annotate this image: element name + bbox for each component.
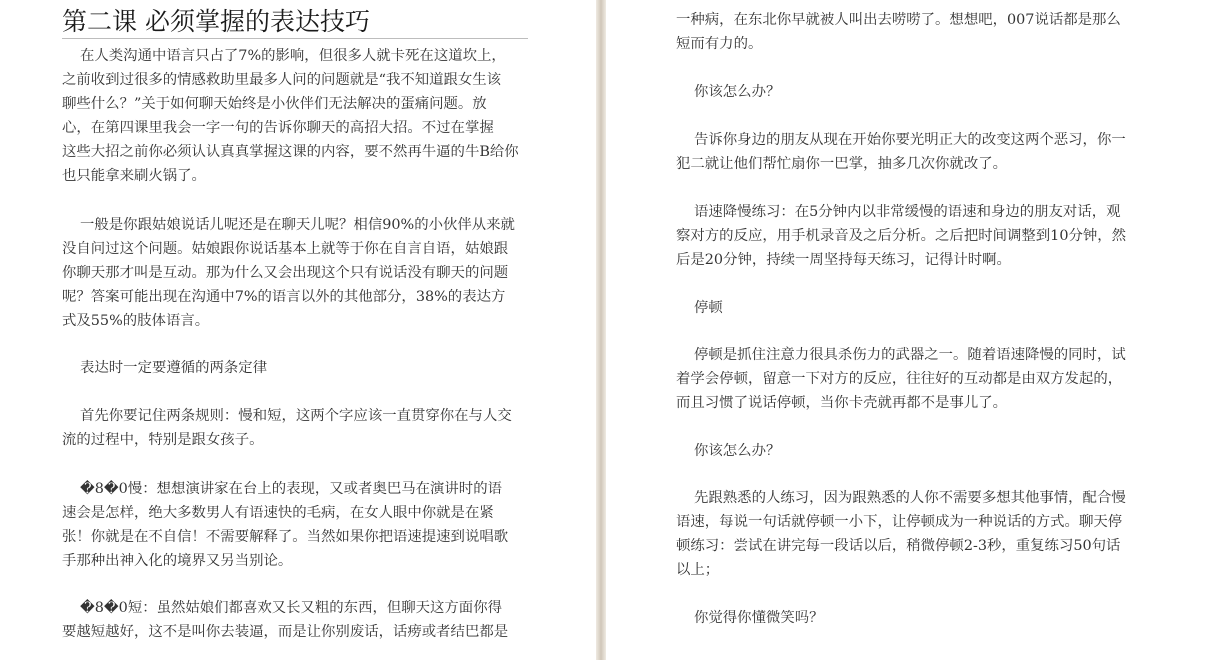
section-heading bbox=[676, 439, 1160, 463]
text-line: 而且习惯了说话停顿，当你卡壳就再都不是事儿了。 bbox=[676, 395, 1007, 411]
text-line: 你该怎么办？ bbox=[694, 443, 781, 459]
section-heading bbox=[62, 356, 528, 380]
text-line: 聊些什么？”关于如何聊天始终是小伙伴们无法解决的蛋痛问题。放 bbox=[62, 96, 487, 112]
paragraph bbox=[62, 213, 528, 333]
text-line: 语速，每说一句话就停顿一小下，让停顿成为一种说话的方式。聊天停 bbox=[676, 514, 1123, 530]
paragraph bbox=[62, 596, 528, 644]
text-line: 犯二就让他们帮忙扇你一巴掌，抽多几次你就改了。 bbox=[676, 156, 1007, 172]
text-line: 告诉你身边的朋友从现在开始你要光明正大的改变这两个恶习，你一 bbox=[694, 132, 1126, 148]
paragraph bbox=[62, 404, 528, 452]
text-line: 停顿是抓住注意力很具杀伤力的武器之一。随着语速降慢的同时，试 bbox=[694, 347, 1126, 363]
text-line: 着学会停顿，留意一下对方的反应，往往好的互动都是由双方发起的， bbox=[676, 371, 1123, 387]
right-page bbox=[606, 0, 1210, 660]
text-line: 式及55%的肢体语言。 bbox=[62, 313, 210, 329]
text-line: 之前收到过很多的情感救助里最多人问的问题就是“我不知道跟女生该 bbox=[62, 72, 502, 88]
text-line: �8�0慢：想想演讲家在台上的表现，又或者奥巴马在演讲时的语 bbox=[80, 481, 502, 497]
text-line: 也只能拿来刷火锅了。 bbox=[62, 168, 206, 184]
text-line: 要越短越好，这不是叫你去装逼，而是让你别废话，话痨或者结巴都是 bbox=[62, 624, 509, 640]
text-line: 停顿 bbox=[694, 300, 723, 316]
paragraph bbox=[676, 200, 1160, 272]
text-line: 察对方的反应，用手机录音及之后分析。之后把时间调整到10分钟，然 bbox=[676, 228, 1127, 244]
paragraph bbox=[62, 44, 528, 188]
left-page bbox=[0, 0, 596, 660]
paragraph bbox=[676, 343, 1160, 415]
text-line: 速会是怎样，绝大多数男人有语速快的毛病，在女人眼中你就是在紧 bbox=[62, 505, 494, 521]
text-line: 你觉得你懂微笑吗？ bbox=[694, 610, 824, 626]
text-line: �8�0短：虽然姑娘们都喜欢又长又粗的东西，但聊天这方面你得 bbox=[80, 600, 502, 616]
text-line: 手那种出神入化的境界又另当别论。 bbox=[62, 553, 293, 569]
section-heading bbox=[676, 296, 1160, 320]
text-line: 呢？答案可能出现在沟通中7%的语言以外的其他部分，38%的表达方 bbox=[62, 289, 506, 305]
text-line: 先跟熟悉的人练习，因为跟熟悉的人你不需要多想其他事情，配合慢 bbox=[694, 490, 1126, 506]
text-line: 流的过程中，特别是跟女孩子。 bbox=[62, 432, 264, 448]
section-heading bbox=[676, 606, 1160, 630]
paragraph bbox=[676, 8, 1160, 56]
text-line: 没自问过这个问题。姑娘跟你说话基本上就等于你在自言自语，姑娘跟 bbox=[62, 241, 509, 257]
text-line: 短而有力的。 bbox=[676, 36, 763, 52]
paragraph bbox=[676, 486, 1160, 582]
text-line: 表达时一定要遵循的两条定律 bbox=[80, 360, 268, 376]
text-line: 在人类沟通中语言只占了7%的影响，但很多人就卡死在这道坎上， bbox=[80, 48, 506, 64]
text-line: 后是20分钟，持续一周坚持每天练习，记得计时啊。 bbox=[676, 252, 1011, 268]
text-line: 张！你就是在不自信！不需要解释了。当然如果你把语速提速到说唱歌 bbox=[62, 529, 509, 545]
text-line: 首先你要记住两条规则：慢和短，这两个字应该一直贯穿你在与人交 bbox=[80, 408, 512, 424]
text-line: 一般是你跟姑娘说话儿呢还是在聊天儿呢？相信90%的小伙伴从来就 bbox=[80, 217, 515, 233]
text-line: 这些大招之前你必须认认真真掌握这课的内容，要不然再牛逼的牛B给你 bbox=[62, 144, 519, 160]
section-heading bbox=[676, 80, 1160, 104]
text-line: 你该怎么办？ bbox=[694, 84, 781, 100]
text-line: 一种病，在东北你早就被人叫出去唠唠了。想想吧，007说话都是那么 bbox=[676, 12, 1121, 28]
text-line: 以上； bbox=[676, 562, 720, 578]
text-line: 语速降慢练习：在5分钟内以非常缓慢的语速和身边的朋友对话，观 bbox=[694, 204, 1121, 220]
text-line: 你聊天那才叫是互动。那为什么又会出现这个只有说话没有聊天的问题 bbox=[62, 265, 509, 281]
paragraph bbox=[62, 477, 528, 573]
lesson-title: 第二课 必须掌握的表达技巧 bbox=[62, 6, 528, 39]
text-line: 顿练习：尝试在讲完每一段话以后，稍微停顿2-3秒，重复练习50句话 bbox=[676, 538, 1121, 554]
paragraph bbox=[676, 128, 1160, 176]
text-line: 心，在第四课里我会一字一句的告诉你聊天的高招大招。不过在掌握 bbox=[62, 120, 494, 136]
book-spine bbox=[596, 0, 606, 660]
